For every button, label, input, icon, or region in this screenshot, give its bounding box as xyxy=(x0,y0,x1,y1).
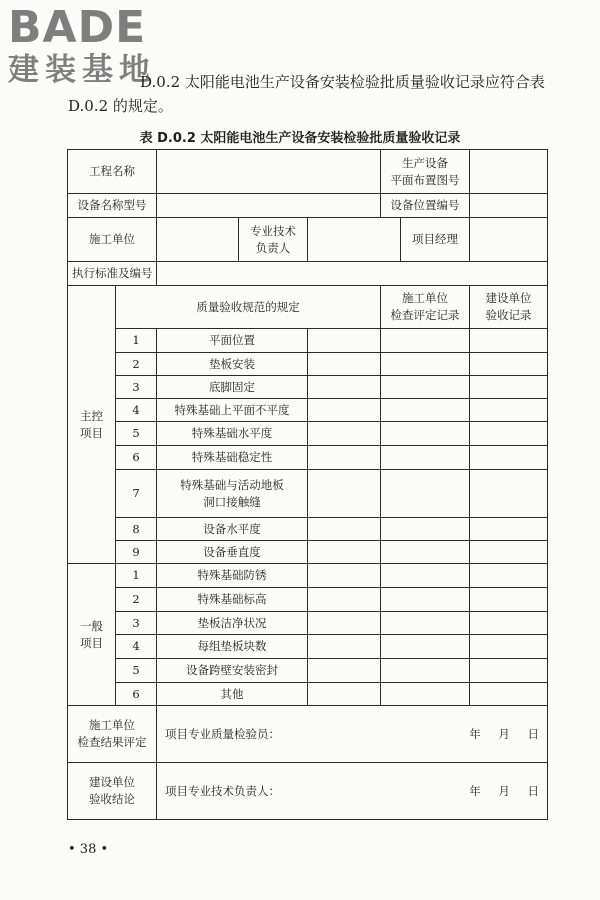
year-label: 年 xyxy=(469,783,481,798)
table-row xyxy=(68,422,548,446)
day-label: 日 xyxy=(527,726,540,741)
spec-value-cell[interactable] xyxy=(308,376,381,399)
contractor-eval-cell[interactable] xyxy=(381,635,470,659)
layout-no-label-2: 平面布置图号 xyxy=(390,172,460,187)
layout-no-cell[interactable] xyxy=(470,150,548,194)
intro-line-1: D.0.2 太阳能电池生产设备安装检验批质量验收记录应符合表 xyxy=(140,73,545,91)
tech-lead-label-2: 负责人 xyxy=(255,240,291,255)
contractor-eval-cell[interactable] xyxy=(381,446,470,470)
owner-record-cell[interactable] xyxy=(470,329,548,353)
item-text xyxy=(157,470,308,518)
item-text: 平面位置 xyxy=(157,329,308,353)
owner-conclusion-label xyxy=(68,763,157,820)
spec-value-cell[interactable] xyxy=(308,683,381,706)
owner-record-cell[interactable] xyxy=(470,541,548,564)
tech-lead-label-1: 专业技术 xyxy=(250,223,296,238)
contractor-eval-header-2: 检查评定记录 xyxy=(390,308,460,322)
item-text: 特殊基础水平度 xyxy=(157,422,308,446)
owner-record-cell[interactable] xyxy=(470,612,548,635)
table-row xyxy=(68,541,548,564)
contractor-eval-cell[interactable] xyxy=(381,518,470,541)
spec-value-cell[interactable] xyxy=(308,329,381,353)
spec-value-cell[interactable] xyxy=(308,446,381,470)
contractor-eval-cell[interactable] xyxy=(381,541,470,564)
spec-value-cell[interactable] xyxy=(308,659,381,683)
standard-label: 执行标准及编号 xyxy=(68,262,157,286)
table-row xyxy=(68,588,548,612)
owner-record-cell[interactable] xyxy=(470,446,548,470)
spec-value-cell[interactable] xyxy=(308,588,381,612)
item-no: 6 xyxy=(116,683,157,706)
owner-record-cell[interactable] xyxy=(470,399,548,422)
table-row xyxy=(68,564,548,588)
item-text: 垫板洁净状况 xyxy=(157,612,308,635)
owner-record-cell[interactable] xyxy=(470,564,548,588)
standard-cell[interactable] xyxy=(157,262,548,286)
item-text: 设备跨壁安装密封 xyxy=(157,659,308,683)
table-row xyxy=(68,218,548,262)
spec-value-cell[interactable] xyxy=(308,353,381,376)
contractor-result-label-1: 施工单位 xyxy=(89,718,135,732)
day-label: 日 xyxy=(527,783,540,798)
item-no: 7 xyxy=(116,470,157,518)
contractor-eval-header xyxy=(381,286,470,329)
item-no: 1 xyxy=(116,329,157,353)
spec-value-cell[interactable] xyxy=(308,470,381,518)
item-text: 设备水平度 xyxy=(157,518,308,541)
contractor-result-label xyxy=(68,706,157,763)
contractor-eval-cell[interactable] xyxy=(381,470,470,518)
spec-value-cell[interactable] xyxy=(308,564,381,588)
spec-value-cell[interactable] xyxy=(308,612,381,635)
owner-record-cell[interactable] xyxy=(470,376,548,399)
item-text-line-1: 特殊基础与活动地板 xyxy=(180,477,284,492)
date-field xyxy=(455,783,539,800)
item-text: 每组垫板块数 xyxy=(157,635,308,659)
spec-header: 质量验收规范的规定 xyxy=(116,286,381,329)
project-name-cell[interactable] xyxy=(157,150,381,194)
contractor-eval-cell[interactable] xyxy=(381,659,470,683)
table-row xyxy=(68,518,548,541)
owner-record-cell[interactable] xyxy=(470,683,548,706)
item-text: 特殊基础防锈 xyxy=(157,564,308,588)
contractor-cell[interactable] xyxy=(157,218,239,262)
intro-line-2: D.0.2 的规定。 xyxy=(68,97,173,115)
item-text-line-2: 洞口接触缝 xyxy=(203,494,261,509)
project-name-label: 工程名称 xyxy=(68,150,157,194)
owner-record-header-1: 建设单位 xyxy=(485,291,532,305)
equip-model-cell[interactable] xyxy=(157,194,381,218)
owner-conclusion-cell[interactable] xyxy=(157,763,548,820)
tech-lead-label xyxy=(239,218,308,262)
owner-record-cell[interactable] xyxy=(470,635,548,659)
general-label-1: 一般 xyxy=(80,618,103,633)
intro-paragraph xyxy=(68,70,563,118)
item-no: 4 xyxy=(116,399,157,422)
spec-value-cell[interactable] xyxy=(308,635,381,659)
owner-record-cell[interactable] xyxy=(470,659,548,683)
table-row xyxy=(68,446,548,470)
logo-cn: 建装基地 xyxy=(8,52,156,88)
main-control-label xyxy=(68,286,116,564)
table-row xyxy=(68,399,548,422)
item-no: 9 xyxy=(116,541,157,564)
main-label-2: 项目 xyxy=(80,425,103,440)
item-no: 4 xyxy=(116,635,157,659)
owner-record-header-2: 验收记录 xyxy=(485,308,532,322)
general-label-2: 项目 xyxy=(80,635,103,650)
table-row xyxy=(68,353,548,376)
contractor-label: 施工单位 xyxy=(68,218,157,262)
spec-value-cell[interactable] xyxy=(308,422,381,446)
contractor-result-label-2: 检查结果评定 xyxy=(77,735,147,749)
contractor-eval-header-1: 施工单位 xyxy=(402,291,449,305)
contractor-eval-cell[interactable] xyxy=(381,588,470,612)
owner-record-cell[interactable] xyxy=(470,353,548,376)
table-row xyxy=(68,286,548,329)
item-no: 3 xyxy=(116,376,157,399)
owner-record-header xyxy=(470,286,548,329)
contractor-eval-cell[interactable] xyxy=(381,683,470,706)
spec-value-cell[interactable] xyxy=(308,518,381,541)
contractor-eval-cell[interactable] xyxy=(381,422,470,446)
general-items-label xyxy=(68,564,116,706)
item-text: 特殊基础上平面不平度 xyxy=(157,399,308,422)
owner-record-cell[interactable] xyxy=(470,518,548,541)
contractor-eval-cell[interactable] xyxy=(381,329,470,353)
item-no: 5 xyxy=(116,422,157,446)
owner-record-cell[interactable] xyxy=(470,422,548,446)
logo-latin: BADE xyxy=(8,2,147,53)
table-row xyxy=(68,262,548,286)
table-row xyxy=(68,683,548,706)
manager-label: 项目经理 xyxy=(401,218,470,262)
item-text: 底脚固定 xyxy=(157,376,308,399)
tech-lead-sign-label: 项目专业技术负责人： xyxy=(165,783,280,798)
item-text: 垫板安装 xyxy=(157,353,308,376)
tech-lead-cell[interactable] xyxy=(308,218,401,262)
owner-record-cell[interactable] xyxy=(470,588,548,612)
acceptance-record-table xyxy=(67,149,548,820)
date-field xyxy=(455,726,539,743)
item-no: 2 xyxy=(116,353,157,376)
position-no-cell[interactable] xyxy=(470,194,548,218)
owner-conclusion-label-1: 建设单位 xyxy=(89,775,135,789)
equip-model-label: 设备名称型号 xyxy=(68,194,157,218)
item-no: 3 xyxy=(116,612,157,635)
contractor-result-cell[interactable] xyxy=(157,706,548,763)
table-row xyxy=(68,612,548,635)
table-row xyxy=(68,194,548,218)
table-caption: 表 D.0.2 太阳能电池生产设备安装检验批质量验收记录 xyxy=(139,131,461,146)
contractor-eval-cell[interactable] xyxy=(381,612,470,635)
month-label: 月 xyxy=(498,783,510,798)
item-text: 设备垂直度 xyxy=(157,541,308,564)
table-row xyxy=(68,763,548,820)
contractor-eval-cell[interactable] xyxy=(381,376,470,399)
item-no: 1 xyxy=(116,564,157,588)
page-number: • 38 • xyxy=(68,842,109,857)
position-no-label: 设备位置编号 xyxy=(381,194,470,218)
table-row xyxy=(68,706,548,763)
table-row xyxy=(68,150,548,194)
item-text: 特殊基础稳定性 xyxy=(157,446,308,470)
layout-no-label xyxy=(381,150,470,194)
item-no: 2 xyxy=(116,588,157,612)
item-no: 6 xyxy=(116,446,157,470)
contractor-eval-cell[interactable] xyxy=(381,564,470,588)
table-row xyxy=(68,329,548,353)
contractor-eval-cell[interactable] xyxy=(381,353,470,376)
layout-no-label-1: 生产设备 xyxy=(402,155,449,170)
spec-value-cell[interactable] xyxy=(308,399,381,422)
spec-value-cell[interactable] xyxy=(308,541,381,564)
item-text: 特殊基础标高 xyxy=(157,588,308,612)
contractor-eval-cell[interactable] xyxy=(381,399,470,422)
item-no: 5 xyxy=(116,659,157,683)
item-text: 其他 xyxy=(157,683,308,706)
month-label: 月 xyxy=(498,726,510,741)
owner-record-cell[interactable] xyxy=(470,470,548,518)
table-row xyxy=(68,635,548,659)
main-label-1: 主控 xyxy=(80,408,103,423)
table-row xyxy=(68,470,548,518)
table-row xyxy=(68,376,548,399)
table-row xyxy=(68,659,548,683)
inspector-label: 项目专业质量检验员： xyxy=(165,726,280,741)
owner-conclusion-label-2: 验收结论 xyxy=(89,792,135,806)
item-no: 8 xyxy=(116,518,157,541)
year-label: 年 xyxy=(469,726,481,741)
manager-cell[interactable] xyxy=(470,218,548,262)
